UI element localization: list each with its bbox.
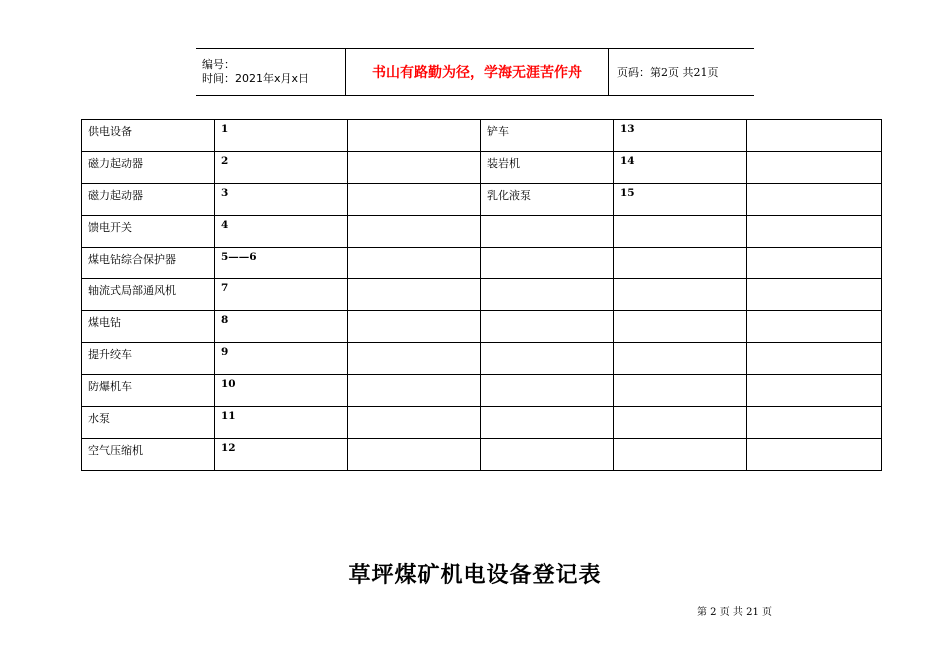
page-header bbox=[196, 48, 754, 96]
time-day-unit: 日 bbox=[298, 72, 310, 85]
table-cell bbox=[614, 438, 747, 470]
table-cell: 15 bbox=[614, 183, 747, 215]
table-cell bbox=[614, 343, 747, 375]
table-row bbox=[82, 375, 882, 407]
table-row bbox=[82, 120, 882, 152]
time-month: x bbox=[274, 72, 281, 85]
time-prefix: 时间： bbox=[202, 72, 235, 85]
table-cell: 4 bbox=[215, 215, 348, 247]
table-cell bbox=[348, 375, 481, 407]
equipment-register-table bbox=[81, 119, 882, 471]
table-cell bbox=[348, 407, 481, 439]
table-cell: 煤电钻 bbox=[82, 311, 215, 343]
table-row bbox=[82, 279, 882, 311]
table-cell: 装岩机 bbox=[481, 151, 614, 183]
table-cell: 1 bbox=[215, 120, 348, 152]
table-row bbox=[82, 215, 882, 247]
table-cell: 7 bbox=[215, 279, 348, 311]
table-cell bbox=[747, 375, 882, 407]
number-label: 编号： bbox=[202, 58, 235, 71]
table-cell: 轴流式局部通风机 bbox=[82, 279, 215, 311]
table-cell: 11 bbox=[215, 407, 348, 439]
table-cell: 乳化液泵 bbox=[481, 183, 614, 215]
time-day: x bbox=[291, 72, 299, 85]
table-cell bbox=[614, 247, 747, 279]
table-cell bbox=[747, 407, 882, 439]
table-cell bbox=[614, 279, 747, 311]
table-cell: 提升绞车 bbox=[82, 343, 215, 375]
table-cell: 磁力起动器 bbox=[82, 151, 215, 183]
table-row bbox=[82, 311, 882, 343]
table-cell: 14 bbox=[614, 151, 747, 183]
document-title: 草坪煤矿机电设备登记表 bbox=[348, 562, 602, 588]
table-cell: 煤电钻综合保护器 bbox=[82, 247, 215, 279]
table-cell bbox=[481, 375, 614, 407]
table-cell: 13 bbox=[614, 120, 747, 152]
table-cell: 3 bbox=[215, 183, 348, 215]
table-cell bbox=[614, 311, 747, 343]
table-row bbox=[82, 407, 882, 439]
table-cell: 水泵 bbox=[82, 407, 215, 439]
table-row bbox=[82, 151, 882, 183]
table-cell: 馈电开关 bbox=[82, 215, 215, 247]
table-cell bbox=[747, 183, 882, 215]
table-cell bbox=[747, 215, 882, 247]
header-motto: 书山有路勤为径，学海无涯苦作舟 bbox=[346, 49, 609, 96]
table-cell bbox=[348, 279, 481, 311]
equipment-register-body bbox=[82, 120, 882, 471]
table-cell bbox=[348, 120, 481, 152]
page-current: 2 bbox=[661, 66, 668, 79]
table-row bbox=[82, 183, 882, 215]
table-cell bbox=[747, 247, 882, 279]
table-row bbox=[82, 247, 882, 279]
page-total: 21 bbox=[693, 66, 708, 79]
table-cell bbox=[348, 311, 481, 343]
table-cell: 供电设备 bbox=[82, 120, 215, 152]
table-cell bbox=[481, 407, 614, 439]
header-page-info bbox=[609, 49, 755, 96]
table-cell bbox=[747, 151, 882, 183]
time-year-unit: 年 bbox=[263, 72, 274, 85]
table-cell bbox=[614, 215, 747, 247]
time-year: 2021 bbox=[235, 72, 263, 85]
table-cell: 2 bbox=[215, 151, 348, 183]
table-cell bbox=[747, 311, 882, 343]
table-cell bbox=[481, 343, 614, 375]
page-mid: 页 共 bbox=[668, 66, 694, 79]
time-month-unit: 月 bbox=[280, 72, 292, 85]
table-row bbox=[82, 438, 882, 470]
table-cell bbox=[747, 279, 882, 311]
table-cell bbox=[481, 215, 614, 247]
table-cell bbox=[481, 311, 614, 343]
page-footer: 第 2 页 共 21 页 bbox=[697, 607, 772, 618]
table-cell bbox=[481, 247, 614, 279]
header-meta bbox=[196, 49, 346, 96]
table-cell: 12 bbox=[215, 438, 348, 470]
table-cell: 5——6 bbox=[215, 247, 348, 279]
table-cell: 铲车 bbox=[481, 120, 614, 152]
table-cell bbox=[481, 438, 614, 470]
time-line bbox=[202, 72, 345, 86]
table-cell: 空气压缩机 bbox=[82, 438, 215, 470]
table-cell bbox=[348, 438, 481, 470]
table-cell bbox=[747, 120, 882, 152]
table-cell: 8 bbox=[215, 311, 348, 343]
table-cell bbox=[348, 343, 481, 375]
table-cell: 防爆机车 bbox=[82, 375, 215, 407]
table-cell bbox=[747, 438, 882, 470]
table-cell bbox=[348, 247, 481, 279]
page-suffix: 页 bbox=[707, 66, 719, 79]
table-cell bbox=[481, 279, 614, 311]
table-cell bbox=[348, 183, 481, 215]
table-cell: 10 bbox=[215, 375, 348, 407]
table-cell bbox=[614, 375, 747, 407]
table-row bbox=[82, 343, 882, 375]
table-cell bbox=[348, 215, 481, 247]
table-cell: 磁力起动器 bbox=[82, 183, 215, 215]
table-cell bbox=[614, 407, 747, 439]
table-cell: 9 bbox=[215, 343, 348, 375]
table-cell bbox=[348, 151, 481, 183]
page-prefix: 页码：第 bbox=[617, 66, 661, 79]
table-cell bbox=[747, 343, 882, 375]
